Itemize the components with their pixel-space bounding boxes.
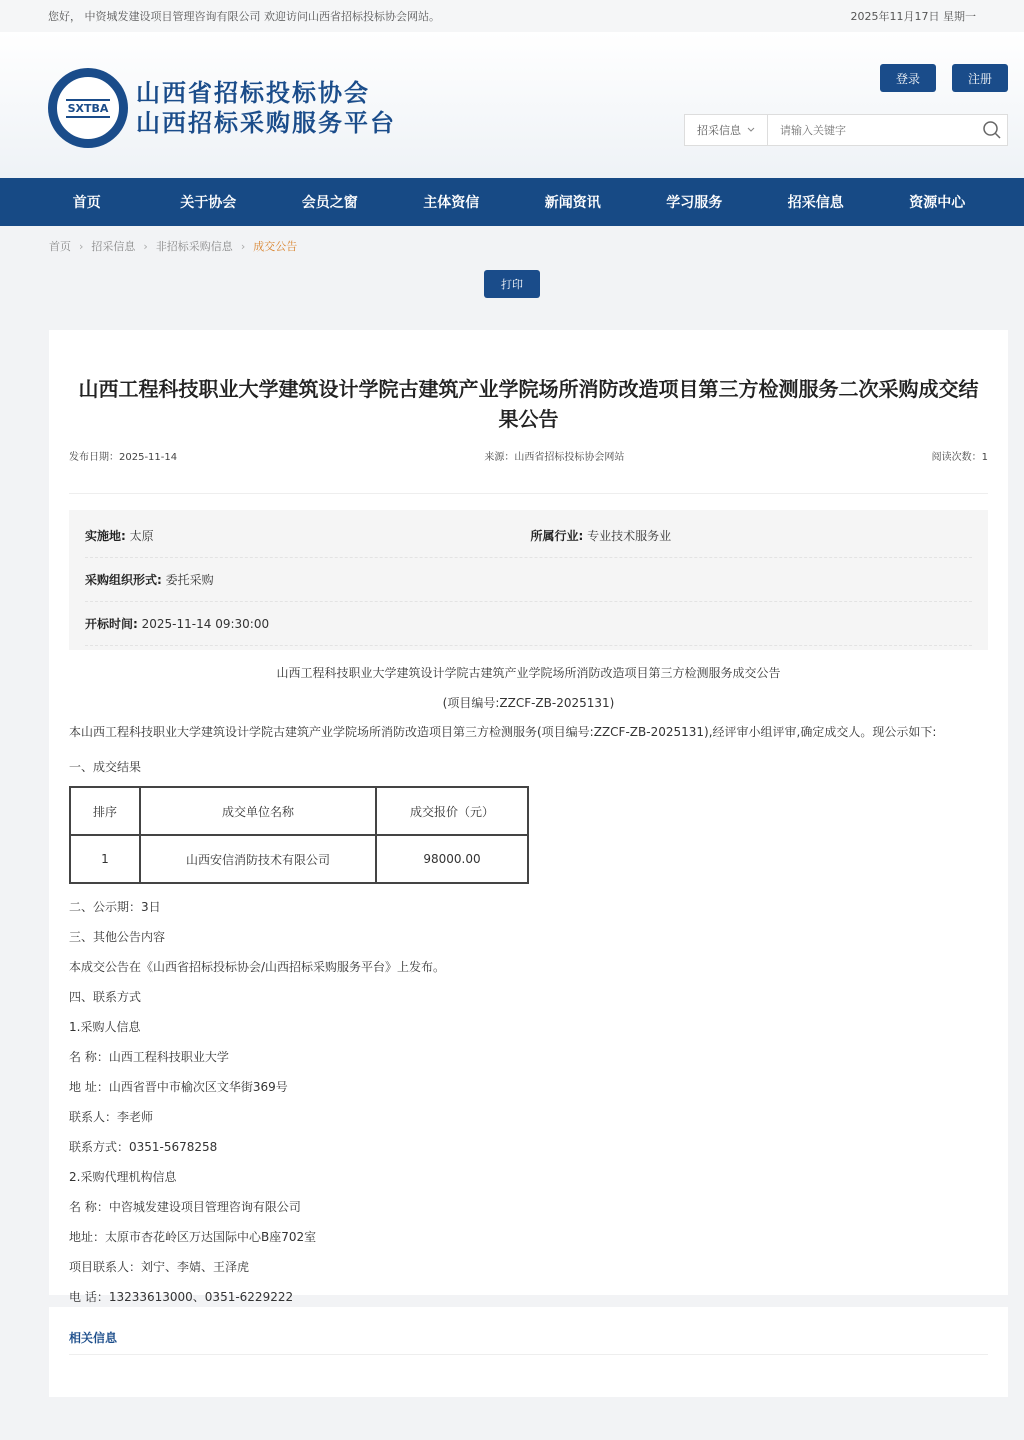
notice-subtitle: 山西工程科技职业大学建筑设计学院古建筑产业学院场所消防改造项目第三方检测服务成交公告 bbox=[276, 666, 781, 680]
article-meta bbox=[69, 448, 988, 494]
article-title: 山西工程科技职业大学建筑设计学院古建筑产业学院场所消防改造项目第三方检测服务二次采购成交结果公告 bbox=[78, 377, 979, 431]
body-line: 三、其他公告内容 bbox=[69, 930, 166, 944]
nav-item-members[interactable]: 会员之窗 bbox=[301, 195, 358, 211]
publish-date: 发布日期：2025-11-14 bbox=[69, 452, 178, 463]
header bbox=[0, 32, 1024, 178]
print-button[interactable]: 打印 bbox=[484, 270, 540, 298]
intro-paragraph: 本山西工程科技职业大学建筑设计学院古建筑产业学院场所消防改造项目第三方检测服务(项目编号:ZZCF-ZB-2025131),经评审小组评审,确定成交人。现公示如下: bbox=[69, 725, 937, 739]
top-bar bbox=[0, 0, 1024, 32]
site-subtitle: 山西招标采购服务平台 bbox=[136, 109, 396, 137]
body-line: 地址：太原市杏花岭区万达国际中心B座702室 bbox=[69, 1230, 317, 1244]
breadcrumb-procurement[interactable]: 招采信息 bbox=[91, 240, 136, 253]
nav-item-credit[interactable]: 主体资信 bbox=[423, 195, 480, 211]
search-icon[interactable] bbox=[977, 115, 1007, 145]
nav-item-procurement[interactable]: 招采信息 bbox=[787, 195, 844, 211]
open-time-value: 2025-11-14 09:30:00 bbox=[141, 617, 270, 631]
location-value: 太原 bbox=[129, 529, 154, 543]
chevron-down-icon bbox=[747, 127, 755, 133]
body-line: 联系方式：0351-5678258 bbox=[69, 1140, 218, 1154]
body-line: 联系人：李老师 bbox=[69, 1110, 154, 1124]
chevron-right-icon: › bbox=[79, 239, 84, 253]
breadcrumb-non-tender[interactable]: 非招标采购信息 bbox=[155, 240, 233, 253]
result-table bbox=[69, 786, 529, 884]
section-heading: 一、成交结果 bbox=[69, 760, 142, 774]
site-title: 山西省招标投标协会 bbox=[136, 79, 370, 107]
nav-item-about[interactable]: 关于协会 bbox=[180, 195, 237, 211]
breadcrumb-home[interactable]: 首页 bbox=[49, 240, 71, 253]
breadcrumb-current: 成交公告 bbox=[253, 240, 298, 253]
search-category-select[interactable]: 招采信息 bbox=[685, 115, 768, 145]
body-line: 名 称：中咨城发建设项目管理咨询有限公司 bbox=[69, 1200, 301, 1214]
body-line: 2.采购代理机构信息 bbox=[69, 1170, 177, 1184]
nav-item-resources[interactable]: 资源中心 bbox=[909, 195, 966, 211]
article-body bbox=[69, 658, 988, 1312]
greeting-text: 您好， 中资城发建设项目管理咨询有限公司 欢迎访问山西省招标投标协会网站。 bbox=[48, 10, 440, 23]
body-line: 名 称：山西工程科技职业大学 bbox=[69, 1050, 229, 1064]
info-box: 实施地: 太原 所属行业: 专业技术服务业 采购组织形式: 委托采购 开标时间: 2025-11-14 09:30:00 bbox=[69, 510, 988, 650]
chevron-right-icon: › bbox=[143, 239, 148, 253]
industry-value: 专业技术服务业 bbox=[587, 529, 672, 543]
register-button[interactable]: 注册 bbox=[952, 64, 1008, 92]
body-line: 1.采购人信息 bbox=[69, 1020, 141, 1034]
body-line: 二、公示期：3日 bbox=[69, 900, 161, 914]
nav-item-home[interactable]: 首页 bbox=[72, 195, 101, 211]
logo[interactable] bbox=[48, 68, 396, 148]
body-line: 本成交公告在《山西省招标投标协会/山西招标采购服务平台》上发布。 bbox=[69, 960, 446, 974]
table-row: 1 山西安信消防技术有限公司 98000.00 bbox=[70, 835, 528, 883]
body-line: 地 址：山西省晋中市榆次区文华街369号 bbox=[69, 1080, 288, 1094]
body-line: 项目联系人：刘宁、李婧、王泽虎 bbox=[69, 1260, 250, 1274]
login-button[interactable]: 登录 bbox=[880, 64, 936, 92]
table-header-row: 排序 成交单位名称 成交报价（元） bbox=[70, 787, 528, 835]
nav-item-learning[interactable]: 学习服务 bbox=[666, 195, 723, 211]
association-seal-icon: SXTBA bbox=[48, 68, 128, 148]
main-nav bbox=[0, 178, 1024, 226]
search-input[interactable] bbox=[768, 123, 977, 138]
view-count: 阅读次数：1 bbox=[931, 452, 988, 463]
related-info-title: 相关信息 bbox=[69, 1307, 988, 1355]
chevron-right-icon: › bbox=[240, 239, 246, 253]
project-number: (项目编号:ZZCF-ZB-2025131) bbox=[442, 696, 615, 710]
search-bar bbox=[684, 114, 1008, 146]
related-info bbox=[49, 1307, 1008, 1397]
article bbox=[49, 330, 1008, 1304]
body-line: 电 话：13233613000、0351-6229222 bbox=[69, 1290, 294, 1304]
body-line: 四、联系方式 bbox=[69, 990, 142, 1004]
date-text: 2025年11月17日 星期一 bbox=[850, 10, 976, 23]
nav-item-news[interactable]: 新闻资讯 bbox=[544, 195, 601, 211]
source: 来源：山西省招标投标协会网站 bbox=[484, 452, 625, 463]
breadcrumb bbox=[0, 226, 1024, 266]
org-form-value: 委托采购 bbox=[165, 573, 214, 587]
